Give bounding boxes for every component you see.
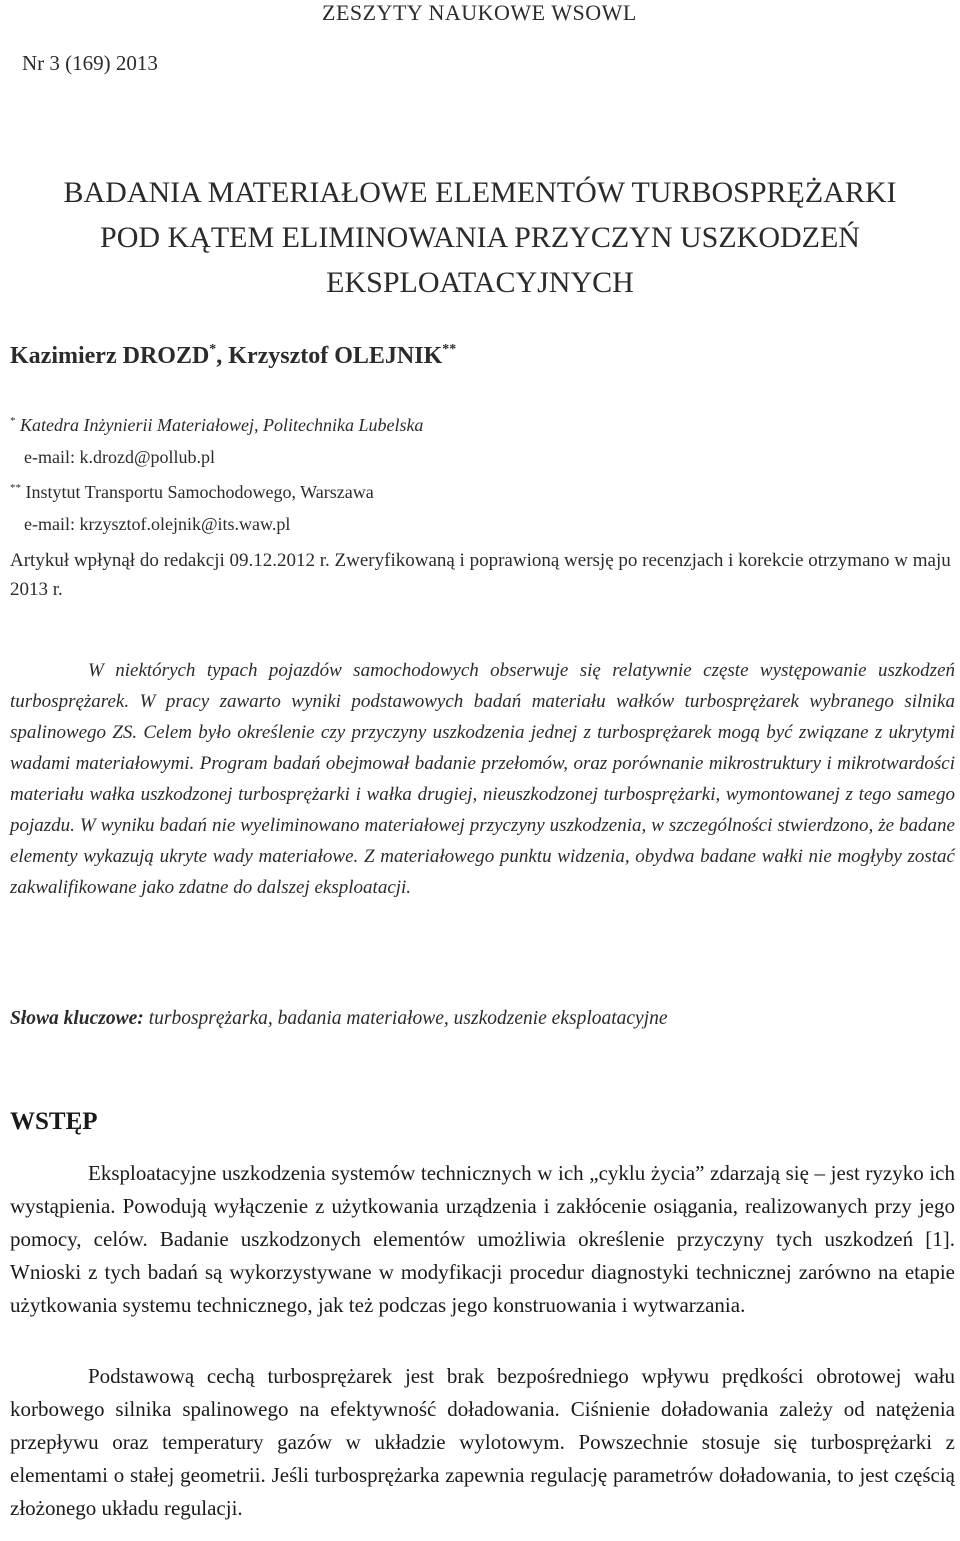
author-separator: , bbox=[216, 343, 229, 369]
affiliation-1-email: e-mail: k.drozd@pollub.pl bbox=[24, 446, 216, 467]
paragraph-1: Eksploatacyjne uszkodzenia systemów technicznych w ich „cyklu życia” zdarzają się – jest ryzyko ich wystąpienia. Powodują wyłączenie z użytkowania urządzenia i zakłócenie osiągania, realizowanych przy jego pomocy, celów. Badanie uszkodzonych elementów umożliwia określenie przyczyny tych uszkodzeń [1]. Wnioski z tych badań są wykorzystywane w modyfikacji procedur diagnostyki technicznej zarówno na etapie użytkowania systemu technicznego, jak też podczas jego konstruowania i wytwarzania. bbox=[10, 1161, 955, 1317]
abstract-text: W niektórych typach pojazdów samochodowych obserwuje się relatywnie częste występowanie uszkodzeń turbosprężarek. W pracy zawarto wyniki podstawowych badań materiału wałków turbosprężarek wybranego silnika spalinowego ZS. Celem było określenie czy przyczyny uszkodzenia jednej z turbosprężarek mogą być związane z ukrytymi wadami materiałowymi. Program badań obejmował badanie przełomów, oraz porównanie mikrostruktury i mikrotwardości materiału wałka uszkodzonej turbosprężarki i wałka drugiej, nieuszkodzonej turbosprężarki, wymontowanej z tego samego pojazdu. W wyniku badań nie wyeliminowano materiałowej przyczyny uszkodzenia, w szczególności stwierdzono, że badane elementy wykazują ukryte wady materiałowe. Z materiałowego punktu widzenia, obydwa badane wałki nie mogłyby zostać zakwalifikowane jako zdatne do dalszej eksploatacji. bbox=[10, 660, 955, 898]
title-line-3: EKSPLOATACYJNYCH bbox=[326, 266, 634, 299]
abstract bbox=[10, 655, 955, 903]
keywords bbox=[10, 1008, 668, 1030]
author-2-mark: ** bbox=[442, 342, 457, 357]
paragraph-2: Podstawową cechą turbosprężarek jest brak bezpośredniego wpływu prędkości obrotowej wału korbowego silnika spalinowego na efektywność doładowania. Ciśnienie doładowania zależy od natężenia przepływu oraz temperatury gazów w układzie wylotowym. Powszechnie stosuje się turbosprężarki z elementami o stałej geometrii. Jeśli turbosprężarka zapewnia regulację parametrów doładowania, to jest częścią złożonego układu regulacji. bbox=[10, 1364, 955, 1520]
keywords-label: Słowa kluczowe: bbox=[10, 1008, 144, 1029]
section-heading: WSTĘP bbox=[10, 1108, 98, 1135]
affiliation-2-email: e-mail: krzysztof.olejnik@its.waw.pl bbox=[24, 513, 291, 534]
title-line-1: BADANIA MATERIAŁOWE ELEMENTÓW TURBOSPRĘŻARKI bbox=[63, 176, 897, 209]
affiliation-1-mark: * bbox=[10, 415, 16, 427]
affiliation-2-institution: Instytut Transportu Samochodowego, Warszawa bbox=[25, 482, 374, 502]
title-line-2: POD KĄTEM ELIMINOWANIA PRZYCZYN USZKODZEŃ bbox=[100, 221, 860, 254]
issue-number: Nr 3 (169) 2013 bbox=[22, 51, 158, 75]
authors bbox=[10, 342, 456, 370]
affiliation-2 bbox=[0, 473, 423, 509]
author-1-mark: * bbox=[209, 342, 217, 357]
article-title bbox=[0, 170, 960, 305]
affiliation-1 bbox=[0, 406, 423, 442]
author-1: Kazimierz DROZD bbox=[10, 343, 210, 369]
author-2: Krzysztof OLEJNIK bbox=[228, 343, 443, 369]
affiliations bbox=[0, 406, 423, 540]
affiliation-2-mark: ** bbox=[10, 482, 21, 494]
affiliation-1-institution: Katedra Inżynierii Materiałowej, Politechnika Lubelska bbox=[20, 415, 424, 435]
journal-name: ZESZYTY NAUKOWE WSOWL bbox=[322, 0, 637, 25]
keywords-list: turbosprężarka, badania materiałowe, uszkodzenie eksploatacyjne bbox=[148, 1008, 668, 1029]
received-note: Artykuł wpłynął do redakcji 09.12.2012 r. Zweryfikowaną i poprawioną wersję po recenzjach i korekcie otrzymano w maju 2013 r. bbox=[10, 550, 951, 600]
